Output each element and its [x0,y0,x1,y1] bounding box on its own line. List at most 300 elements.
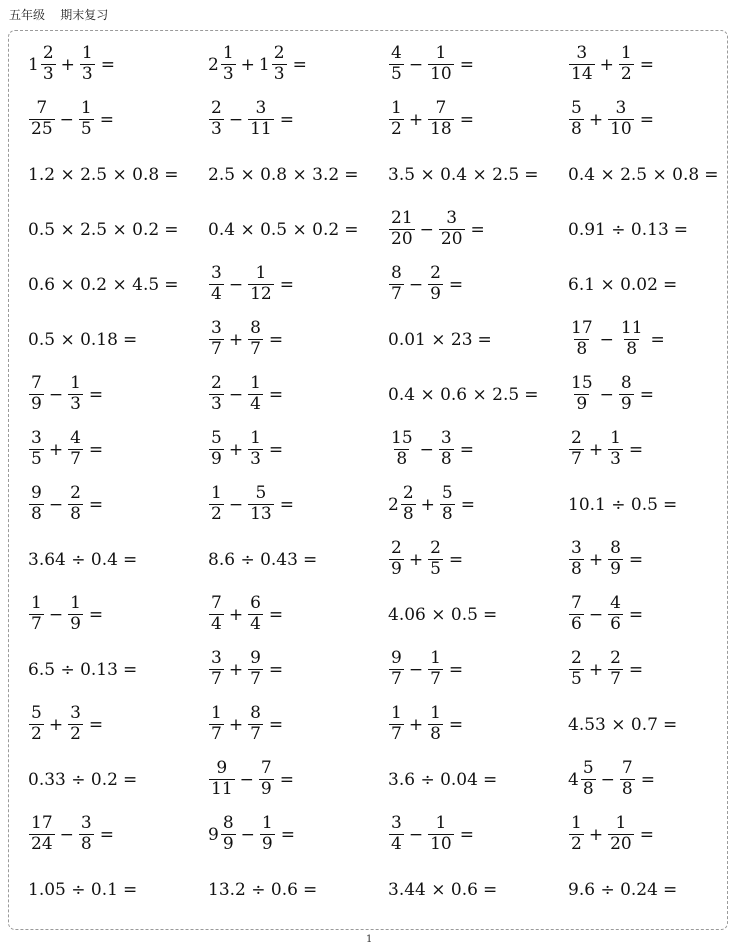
denominator: 8 [626,339,638,359]
operator: − [600,769,615,790]
fraction [428,540,443,579]
problem [208,862,388,917]
worksheet-header: 五年级 期末复习 [9,8,109,22]
operator: − [59,824,74,845]
operator: − [408,54,424,75]
operator: + [408,549,424,570]
operator: − [408,274,424,295]
numerator: 2 [610,648,621,669]
fraction [428,45,454,84]
denominator: 5 [391,64,402,84]
expression-text: 0.5 × 2.5 × 0.2 [28,219,160,240]
numerator: 8 [250,318,261,339]
problem [388,862,568,917]
equals-sign: = [673,219,689,240]
fraction [608,595,623,634]
numerator: 1 [211,483,222,504]
denominator: 8 [396,449,408,469]
problem [28,312,208,367]
problem [568,642,739,697]
fraction [428,705,443,744]
numerator: 5 [441,483,453,504]
equals-sign: = [88,494,104,515]
operator: − [228,274,244,295]
denominator: 5 [430,559,441,579]
problem [388,587,568,642]
equals-sign: = [88,384,104,405]
numerator: 8 [250,703,261,724]
operator: − [48,604,64,625]
problem [28,422,208,477]
problem [568,807,739,862]
operator: − [228,494,244,515]
equals-sign: = [459,109,474,130]
fraction [608,650,623,689]
fraction [68,375,83,414]
fraction [608,540,623,579]
denominator: 20 [391,229,413,249]
numerator: 15 [391,428,413,449]
operator: − [228,384,244,405]
operator: + [599,54,614,75]
fraction [80,45,95,84]
fraction [209,430,224,469]
problem [28,367,208,422]
denominator: 24 [31,834,53,854]
fraction [29,815,55,854]
problem [208,532,388,587]
equals-sign: = [524,164,539,185]
numerator: 5 [582,758,594,779]
fraction [68,705,83,744]
problem [208,257,388,312]
fraction [68,595,83,634]
fraction [259,760,274,799]
problem [388,807,568,862]
fraction [389,100,404,139]
numerator: 1 [435,43,447,64]
fraction [248,265,274,304]
equals-sign: = [292,54,307,75]
mixed-whole: 2 [388,494,399,515]
equals-sign: = [99,824,114,845]
numerator: 1 [31,593,42,614]
numerator: 7 [31,373,42,394]
expression-text: 1.05 ÷ 0.1 [28,879,118,900]
numerator: 4 [391,43,402,64]
problem [28,807,208,862]
numerator: 6 [250,593,261,614]
denominator: 3 [610,449,621,469]
fraction [41,45,56,84]
operator: + [228,714,244,735]
fraction [389,705,404,744]
expression-text: 0.4 × 2.5 × 0.8 [568,164,700,185]
equals-sign: = [639,384,654,405]
equals-sign: = [662,879,678,900]
operator: + [48,439,64,460]
operator: − [588,604,604,625]
equals-sign: = [268,329,284,350]
fraction [29,485,44,524]
numerator: 5 [255,483,267,504]
problem [568,697,739,752]
equals-sign: = [122,879,138,900]
operator: + [588,109,604,130]
equals-sign: = [279,109,294,130]
equals-sign: = [448,549,464,570]
equals-sign: = [164,274,179,295]
equals-sign: = [164,219,179,240]
problem [208,367,388,422]
denominator: 9 [222,834,234,854]
expression-text: 2.5 × 0.8 × 3.2 [208,164,340,185]
expression-text: 0.4 × 0.6 × 2.5 [388,384,520,405]
fraction [209,100,224,139]
numerator: 3 [255,98,267,119]
fraction [221,45,236,84]
problem [388,642,568,697]
equals-sign: = [470,219,485,240]
numerator: 3 [391,813,402,834]
denominator: 2 [211,504,222,524]
denominator: 14 [571,64,593,84]
expression-text: 4.53 × 0.7 [568,714,658,735]
denominator: 8 [571,119,582,139]
numerator: 7 [435,98,447,119]
problem [568,37,739,92]
problems-grid [28,37,739,917]
problem [28,37,208,92]
equals-sign: = [302,549,318,570]
fraction [440,485,455,524]
denominator: 6 [610,614,621,634]
equals-sign: = [639,109,654,130]
equals-sign: = [459,824,474,845]
equals-sign: = [279,769,294,790]
denominator: 9 [620,394,632,414]
problem [568,147,739,202]
numerator: 1 [430,648,441,669]
denominator: 3 [81,64,93,84]
expression-text: 0.91 ÷ 0.13 [568,219,669,240]
numerator: 3 [31,428,42,449]
denominator: 12 [250,284,272,304]
operator: + [240,54,255,75]
denominator: 4 [391,834,402,854]
expression-text: 6.1 × 0.02 [568,274,658,295]
denominator: 11 [250,119,272,139]
operator: − [48,384,64,405]
denominator: 7 [391,284,402,304]
equals-sign: = [448,714,464,735]
fraction [428,815,454,854]
numerator: 1 [620,43,632,64]
equals-sign: = [460,494,475,515]
equals-sign: = [482,604,498,625]
denominator: 9 [576,394,588,414]
numerator: 1 [391,98,402,119]
denominator: 9 [31,394,42,414]
fraction [209,650,224,689]
fraction [389,815,404,854]
denominator: 8 [31,504,42,524]
fraction [569,540,584,579]
mixed-whole: 4 [568,769,579,790]
operator: + [408,714,424,735]
problem [28,587,208,642]
expression-text: 1.2 × 2.5 × 0.8 [28,164,160,185]
equals-sign: = [524,384,539,405]
denominator: 5 [31,449,42,469]
equals-sign: = [268,439,284,460]
denominator: 3 [273,64,285,84]
numerator: 1 [250,428,261,449]
problem [208,752,388,807]
problem [28,202,208,257]
numerator: 17 [571,318,593,339]
denominator: 8 [576,339,588,359]
problem [28,752,208,807]
equals-sign: = [88,604,104,625]
mixed-whole: 1 [258,54,270,75]
expression-text: 10.1 ÷ 0.5 [568,494,658,515]
fraction [569,650,584,689]
numerator: 3 [571,538,582,559]
denominator: 3 [211,394,222,414]
problem [208,312,388,367]
expression-text: 0.4 × 0.5 × 0.2 [208,219,340,240]
operator: + [48,714,64,735]
numerator: 1 [615,813,627,834]
fraction [389,210,415,249]
problem [388,422,568,477]
denominator: 8 [441,504,453,524]
problem [568,532,739,587]
fraction [389,45,404,84]
numerator: 3 [211,648,222,669]
fraction [79,100,94,139]
denominator: 7 [211,724,222,744]
fraction [581,760,596,799]
numerator: 2 [430,263,441,284]
problem [208,477,388,532]
fraction [428,265,443,304]
problem [28,147,208,202]
problem [28,697,208,752]
numerator: 2 [571,428,582,449]
problem [208,92,388,147]
numerator: 9 [31,483,42,504]
equals-sign: = [122,769,138,790]
problem [388,752,568,807]
fraction [569,815,584,854]
expression-text: 3.6 ÷ 0.04 [388,769,478,790]
denominator: 11 [211,779,233,799]
numerator: 1 [610,428,621,449]
fraction [209,595,224,634]
fraction [620,760,635,799]
numerator: 2 [211,98,222,119]
numerator: 3 [80,813,92,834]
fraction [569,375,595,414]
expression-text: 3.44 × 0.6 [388,879,478,900]
problem [388,202,568,257]
denominator: 9 [430,284,441,304]
numerator: 7 [571,593,582,614]
numerator: 2 [42,43,54,64]
denominator: 7 [391,669,402,689]
numerator: 8 [620,373,632,394]
fraction [248,100,274,139]
numerator: 9 [391,648,402,669]
numerator: 8 [610,538,621,559]
denominator: 10 [610,119,632,139]
denominator: 2 [70,724,81,744]
fraction [389,650,404,689]
denominator: 4 [211,284,222,304]
fraction [272,45,287,84]
expression-text: 0.33 ÷ 0.2 [28,769,118,790]
operator: − [599,329,614,350]
expression-text: 3.64 ÷ 0.4 [28,549,118,570]
denominator: 8 [70,504,81,524]
numerator: 1 [211,703,222,724]
fraction [439,430,454,469]
problem [568,257,739,312]
operator: + [228,659,244,680]
equals-sign: = [662,714,678,735]
equals-sign: = [88,439,104,460]
numerator: 1 [250,373,261,394]
numerator: 9 [250,648,261,669]
fraction [569,100,584,139]
denominator: 7 [430,669,441,689]
fraction [608,100,634,139]
expression-text: 0.01 × 23 [388,329,473,350]
denominator: 20 [610,834,632,854]
equals-sign: = [459,439,474,460]
numerator: 3 [211,318,222,339]
equals-sign: = [448,274,464,295]
denominator: 13 [250,504,272,524]
equals-sign: = [302,879,318,900]
expression-text: 0.6 × 0.2 × 4.5 [28,274,160,295]
numerator: 2 [430,538,441,559]
expression-text: 4.06 × 0.5 [388,604,478,625]
denominator: 7 [250,339,261,359]
fraction [29,100,55,139]
fraction [389,430,415,469]
equals-sign: = [122,329,138,350]
denominator: 9 [391,559,402,579]
equals-sign: = [279,494,294,515]
denominator: 18 [430,119,452,139]
denominator: 3 [222,64,234,84]
problem [28,642,208,697]
numerator: 17 [31,813,53,834]
fraction [68,485,83,524]
numerator: 3 [576,43,588,64]
numerator: 2 [70,483,81,504]
equals-sign: = [459,54,474,75]
operator: − [48,494,64,515]
equals-sign: = [650,329,665,350]
fraction [29,705,44,744]
operator: − [59,109,74,130]
problem [208,202,388,257]
numerator: 15 [571,373,593,394]
numerator: 3 [211,263,222,284]
problem [568,202,739,257]
fraction [209,705,224,744]
numerator: 11 [620,318,643,339]
problem [388,367,568,422]
fraction [608,815,634,854]
equals-sign: = [88,714,104,735]
problem [388,92,568,147]
fraction [248,430,263,469]
operator: − [599,384,614,405]
equals-sign: = [99,109,114,130]
denominator: 25 [31,119,53,139]
equals-sign: = [164,164,179,185]
equals-sign: = [477,329,492,350]
problem [28,92,208,147]
expression-text: 0.5 × 0.18 [28,329,118,350]
numerator: 7 [260,758,272,779]
denominator: 9 [261,834,273,854]
operator: + [588,439,604,460]
equals-sign: = [640,769,655,790]
equals-sign: = [662,494,678,515]
equals-sign: = [344,219,359,240]
fraction [389,540,404,579]
fraction [221,815,236,854]
numerator: 4 [70,428,81,449]
equals-sign: = [122,549,138,570]
equals-sign: = [628,549,644,570]
numerator: 1 [391,703,402,724]
denominator: 10 [430,64,452,84]
equals-sign: = [482,769,498,790]
operator: − [419,219,434,240]
problem [208,147,388,202]
operator: + [420,494,435,515]
denominator: 9 [610,559,621,579]
numerator: 1 [435,813,447,834]
denominator: 7 [211,669,222,689]
fraction [209,265,224,304]
expression-text: 13.2 ÷ 0.6 [208,879,298,900]
problem [568,752,739,807]
numerator: 5 [211,428,222,449]
denominator: 7 [391,724,402,744]
denominator: 5 [571,669,582,689]
problem [568,587,739,642]
operator: − [228,109,244,130]
denominator: 2 [31,724,42,744]
equals-sign: = [639,824,654,845]
denominator: 5 [80,119,92,139]
fraction [248,650,263,689]
denominator: 4 [211,614,222,634]
equals-sign: = [100,54,115,75]
problem [208,587,388,642]
fraction [248,375,263,414]
problem [28,477,208,532]
operator: − [419,439,434,460]
